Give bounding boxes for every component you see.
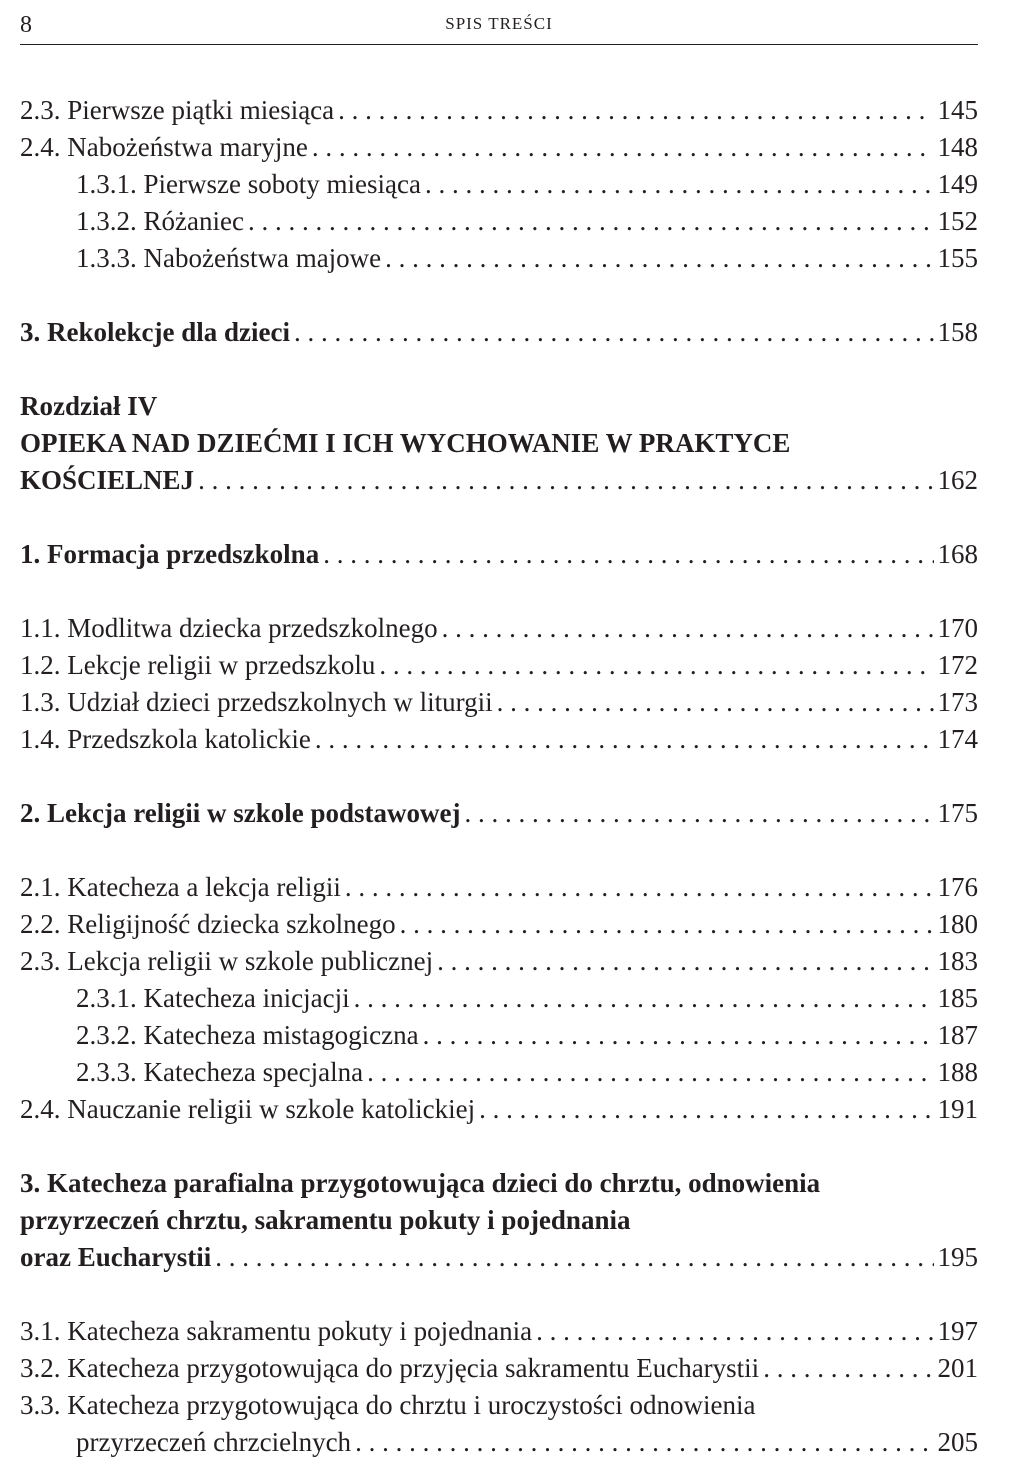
toc-entry-page: 201 [937, 1353, 978, 1383]
toc-entry-title: 3.2. Katecheza przygotowująca do przyjęcia sakramentu Eucharystii [20, 1353, 760, 1383]
leader-dots [464, 795, 933, 832]
page-header [20, 8, 978, 45]
leader-dots [442, 610, 934, 647]
toc-entry-page: 148 [937, 132, 978, 162]
toc-entry-page: 162 [937, 465, 978, 495]
toc-entry-page: 180 [937, 909, 978, 939]
toc-entry-title: 2.3.2. Katecheza mistagogiczna [76, 1020, 419, 1050]
leader-dots [497, 684, 934, 721]
toc-entry-title: 3.1. Katecheza sakramentu pokuty i pojednania [20, 1316, 533, 1346]
leader-dots [315, 721, 934, 758]
toc-entry-title: 2.3.1. Katecheza inicjacji [76, 983, 350, 1013]
toc-entry-page: 158 [937, 317, 978, 347]
toc-entry-title: oraz Eucharystii [20, 1242, 212, 1272]
toc-entry-title: 2. Lekcja religii w szkole podstawowej [20, 798, 461, 828]
toc-entry-page: 188 [937, 1057, 978, 1087]
toc-entry [76, 1054, 978, 1091]
leader-dots [338, 92, 933, 129]
toc-entry-title: KOŚCIELNEJ [20, 465, 195, 495]
toc-entry-title: 1.1. Modlitwa dziecka przedszkolnego [20, 613, 438, 643]
leader-dots [423, 1017, 934, 1054]
leader-dots [198, 462, 933, 499]
toc-entry-page: 175 [937, 798, 978, 828]
toc-entry [76, 1424, 978, 1461]
toc-entry-title: 2.3. Lekcja religii w szkole publicznej [20, 946, 434, 976]
section-title-line: 3. Katecheza parafialna przygotowująca dzieci do chrztu, odnowienia [20, 1168, 821, 1198]
leader-dots [437, 943, 933, 980]
toc-section-entry [20, 314, 978, 351]
leader-dots [425, 166, 934, 203]
toc-entry-title: 1.3.1. Pierwsze soboty miesiąca [76, 169, 421, 199]
toc-entry-title: 2.3. Pierwsze piątki miesiąca [20, 95, 335, 125]
toc-entry-title: 2.2. Religijność dziecka szkolnego [20, 909, 396, 939]
toc-entry-title-line: 3.3. Katecheza przygotowująca do chrztu i uroczystości odnowienia [20, 1390, 756, 1420]
toc-entry [20, 943, 978, 980]
leader-dots [379, 647, 933, 684]
leader-dots [367, 1054, 933, 1091]
page-number: 8 [20, 12, 32, 38]
leader-dots [323, 536, 933, 573]
toc-entry [20, 869, 978, 906]
toc-entry [76, 166, 978, 203]
section-title-line: przyrzeczeń chrztu, sakramentu pokuty i pojednania [20, 1205, 631, 1235]
toc-entry [20, 129, 978, 166]
toc-entry-page: 205 [937, 1427, 978, 1457]
toc-entry-title: przyrzeczeń chrzcielnych [76, 1427, 352, 1457]
chapter-title-line: OPIEKA NAD DZIEĆMI I ICH WYCHOWANIE W PRAKTYCE [20, 428, 791, 458]
toc-entry [76, 1017, 978, 1054]
toc-entry-page: 195 [937, 1242, 978, 1272]
toc-entry-page: 145 [937, 95, 978, 125]
toc-entry-page: 155 [937, 243, 978, 273]
toc-entry [76, 240, 978, 277]
toc-entry-page: 197 [937, 1316, 978, 1346]
toc-entry [20, 1350, 978, 1387]
toc-entry-title: 1.3.3. Nabożeństwa majowe [76, 243, 382, 273]
toc-entry [76, 203, 978, 240]
toc-entry [20, 721, 978, 758]
leader-dots [294, 314, 934, 351]
toc-chapter-entry [20, 462, 978, 499]
toc-entry [20, 1313, 978, 1350]
toc-entry [20, 684, 978, 721]
running-head: SPIS TREŚCI [445, 14, 553, 33]
toc-entry-page: 152 [937, 206, 978, 236]
leader-dots [345, 869, 934, 906]
toc-entry-page: 174 [937, 724, 978, 754]
leader-dots [312, 129, 934, 166]
leader-dots [355, 1424, 933, 1461]
leader-dots [400, 906, 934, 943]
toc-entry-page: 185 [937, 983, 978, 1013]
toc-entry-title: 1.3.2. Różaniec [76, 206, 244, 236]
toc-entry-title: 1.3. Udział dzieci przedszkolnych w liturgii [20, 687, 493, 717]
leader-dots [536, 1313, 933, 1350]
toc-entry [20, 92, 978, 129]
toc-entry-title: 1.2. Lekcje religii w przedszkolu [20, 650, 376, 680]
toc-entry [20, 906, 978, 943]
toc-entry-page: 170 [937, 613, 978, 643]
toc-entry [20, 647, 978, 684]
toc-entry [20, 610, 978, 647]
toc-entry-title: 3. Rekolekcje dla dzieci [20, 317, 290, 347]
leader-dots [215, 1239, 933, 1276]
toc-entry-page: 176 [937, 872, 978, 902]
leader-dots [354, 980, 934, 1017]
toc-entry-page: 183 [937, 946, 978, 976]
toc-section-entry [20, 1239, 978, 1276]
leader-dots [763, 1350, 933, 1387]
toc-entry [76, 980, 978, 1017]
toc-entry-title: 2.1. Katecheza a lekcja religii [20, 872, 341, 902]
leader-dots [248, 203, 934, 240]
toc-entry-page: 173 [937, 687, 978, 717]
toc-entry-page: 187 [937, 1020, 978, 1050]
leader-dots [479, 1091, 933, 1128]
toc-entry-page: 172 [937, 650, 978, 680]
chapter-label: Rozdział IV [20, 391, 158, 421]
toc-section-entry [20, 795, 978, 832]
toc-entry [20, 1091, 978, 1128]
toc-entry-page: 149 [937, 169, 978, 199]
toc-entry-title: 1.4. Przedszkola katolickie [20, 724, 311, 754]
toc-entry-title: 1. Formacja przedszkolna [20, 539, 320, 569]
toc-entry-page: 191 [937, 1094, 978, 1124]
toc-section-entry [20, 536, 978, 573]
leader-dots [385, 240, 933, 277]
toc-entry-title: 2.3.3. Katecheza specjalna [76, 1057, 364, 1087]
toc-entry-page: 168 [937, 539, 978, 569]
toc-entry-title: 2.4. Nauczanie religii w szkole katolickiej [20, 1094, 476, 1124]
toc-entry-title: 2.4. Nabożeństwa maryjne [20, 132, 308, 162]
